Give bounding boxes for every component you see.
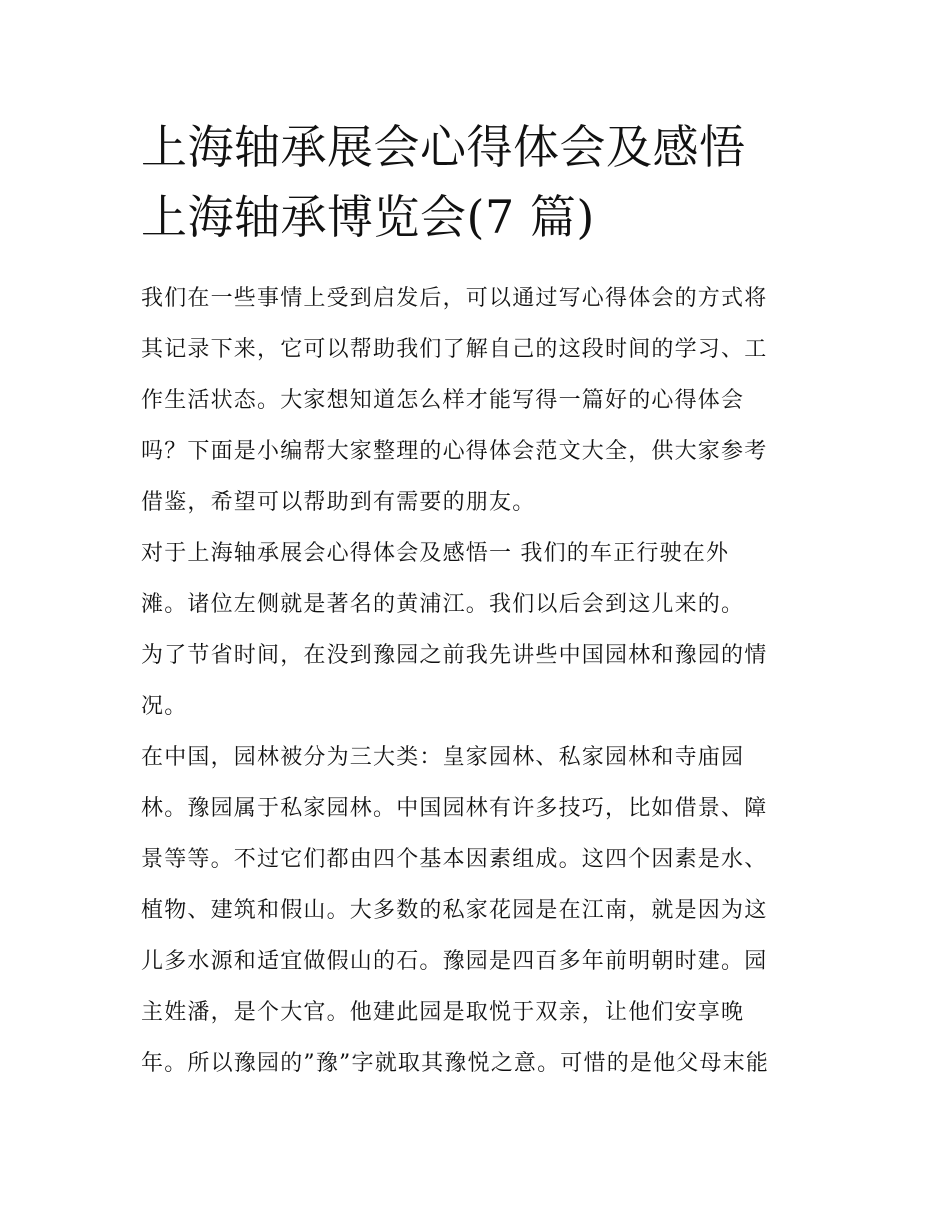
text-line: 吗？下面是小编帮大家整理的心得体会范文大全，供大家参考: [141, 439, 768, 464]
paragraph-essay-one-opening: [141, 528, 813, 630]
text-line: 林。豫园属于私家园林。中国园林有许多技巧，比如借景、障: [141, 796, 768, 821]
text-line: 作生活状态。大家想知道怎么样才能写得一篇好的心得体会: [141, 388, 745, 413]
title-line-1: 上海轴承展会心得体会及感悟: [141, 120, 746, 174]
paragraph-chinese-gardens: [141, 732, 813, 1089]
text-line: 对于上海轴承展会心得体会及感悟一 我们的车正行驶在外: [141, 541, 730, 566]
text-line: 植物、建筑和假山。大多数的私家花园是在江南，就是因为这: [141, 898, 768, 923]
text-line: 其记录下来，它可以帮助我们了解自己的这段时间的学习、工: [141, 337, 768, 362]
text-line: 在中国，园林被分为三大类：皇家园林、私家园林和寺庙园: [141, 745, 745, 770]
paragraph-intro: [141, 273, 813, 528]
document-page: [141, 112, 813, 1089]
text-line: 为了节省时间，在没到豫园之前我先讲些中国园林和豫园的情: [141, 643, 768, 668]
document-title: [141, 112, 813, 252]
text-line: 景等等。不过它们都由四个基本因素组成。这四个因素是水、: [141, 847, 768, 872]
text-line: 年。所以豫园的”豫”字就取其豫悦之意。可惜的是他父母末能: [141, 1051, 770, 1076]
text-line: 主姓潘，是个大官。他建此园是取悦于双亲，让他们安享晚: [141, 1000, 745, 1025]
text-line: 我们在一些事情上受到启发后，可以通过写心得体会的方式将: [141, 286, 768, 311]
document-body: [141, 273, 813, 1089]
paragraph-time-saving: [141, 630, 813, 732]
title-line-2: 上海轴承博览会(7 篇): [141, 190, 595, 244]
text-line: 滩。诸位左侧就是著名的黄浦江。我们以后会到这儿来的。: [141, 592, 745, 617]
text-line: 借鉴，希望可以帮助到有需要的朋友。: [141, 490, 536, 515]
text-line: 儿多水源和适宜做假山的石。豫园是四百多年前明朝时建。园: [141, 949, 768, 974]
text-line: 况。: [141, 694, 188, 719]
